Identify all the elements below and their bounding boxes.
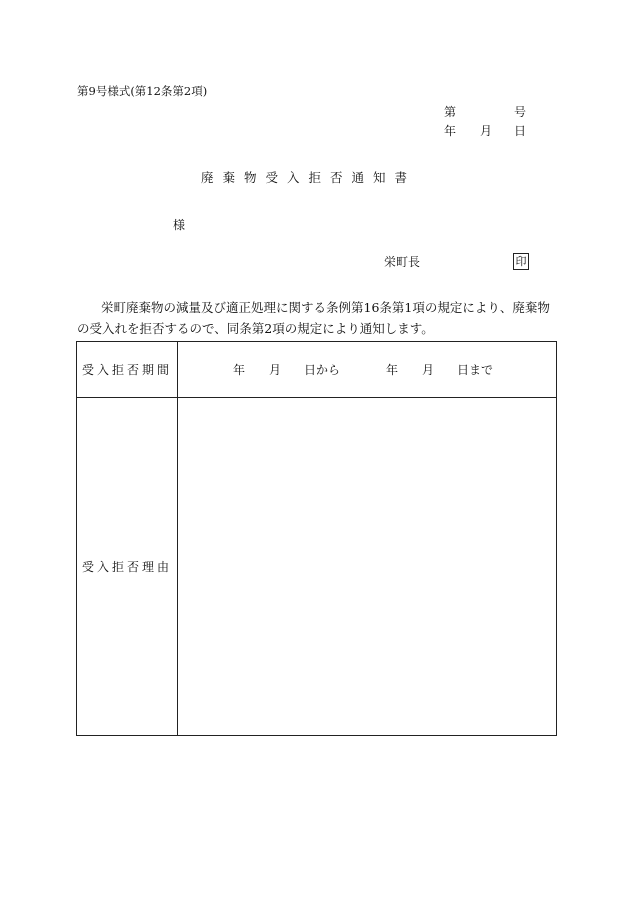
date-month-label: 月 [480, 124, 493, 138]
start-month-label: 月 [269, 363, 282, 377]
reason-label-cell [77, 398, 178, 736]
period-label-cell [77, 342, 178, 398]
end-month-label: 月 [422, 363, 435, 377]
start-day-label: 日から [304, 363, 341, 377]
period-row [77, 342, 557, 398]
period-value-cell [178, 342, 557, 398]
reason-value-cell[interactable] [178, 398, 557, 736]
seal-stamp-box: 印 [513, 253, 529, 270]
form-number: 第9号様式(第12条第2項) [77, 84, 208, 98]
document-number-label: 第 [444, 105, 457, 119]
notice-body-text: 栄町廃棄物の減量及び適正処理に関する条例第16条第1項の規定により、廃棄物の受入れを拒否するので、同条第2項の規定により通知します。 [77, 300, 550, 336]
document-title: 廃棄物受入拒否通知書 [201, 170, 417, 185]
end-day-label: 日まで [457, 363, 494, 377]
date-year-label: 年 [444, 124, 457, 138]
document-number-suffix: 号 [514, 105, 527, 119]
date-day-label: 日 [514, 124, 527, 138]
end-year-label: 年 [386, 363, 399, 377]
issuer-name: 栄町長 [384, 255, 421, 269]
addressee-suffix: 様 [173, 218, 186, 232]
reason-row [77, 398, 557, 736]
refusal-details-table [76, 341, 557, 736]
period-label: 受入拒否期間 [81, 362, 172, 377]
reason-label: 受入拒否理由 [81, 559, 172, 574]
start-year-label: 年 [233, 363, 246, 377]
